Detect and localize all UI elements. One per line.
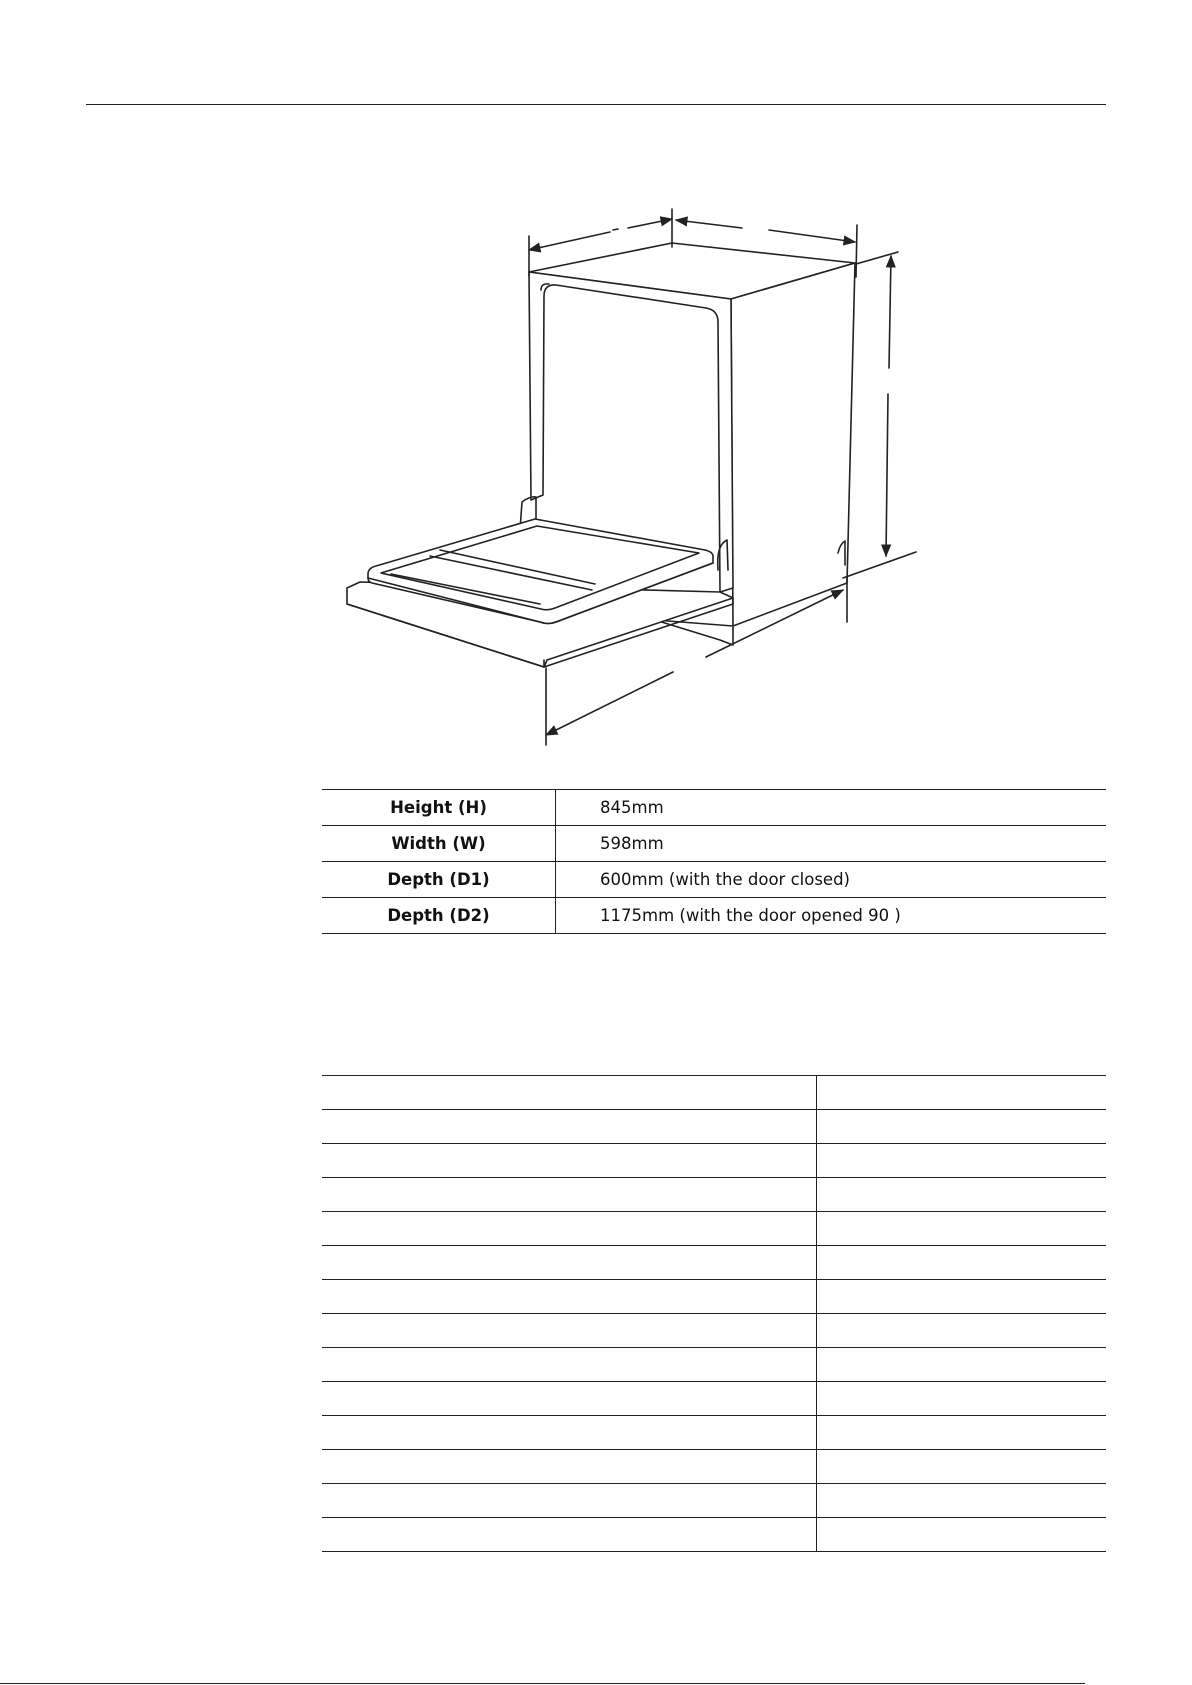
dimension-value: 598mm (556, 826, 1107, 862)
table-row (322, 1518, 1106, 1552)
spec-cell (817, 1416, 1107, 1450)
dimension-label: Depth (D2) (322, 898, 556, 934)
table-row (322, 790, 1106, 826)
spec-cell (322, 1110, 817, 1144)
spec-cell (817, 1518, 1107, 1552)
spec-cell (817, 1246, 1107, 1280)
cabinet-side (731, 263, 855, 626)
spec-cell (322, 1212, 817, 1246)
dimension-label: Width (W) (322, 826, 556, 862)
wall-line (843, 552, 916, 578)
table-row (322, 1314, 1106, 1348)
spec-cell (817, 1450, 1107, 1484)
dimension-value: 600mm (with the door closed) (556, 862, 1107, 898)
table-row (322, 1144, 1106, 1178)
dim-d (546, 672, 673, 735)
table-row (322, 1076, 1106, 1110)
dimensions-table (322, 789, 1106, 934)
spec-cell (322, 1178, 817, 1212)
spec-cell (817, 1314, 1107, 1348)
table-row (322, 898, 1106, 934)
spec-cell (817, 1382, 1107, 1416)
spec-cell (322, 1144, 817, 1178)
table-row (322, 1280, 1106, 1314)
dim-w-left (529, 232, 610, 250)
dishwasher-dimension-diagram (0, 0, 1192, 760)
spec-cell (322, 1382, 817, 1416)
dim-w-right (676, 220, 742, 228)
table-row (322, 1450, 1106, 1484)
spec-cell (322, 1484, 817, 1518)
table-row (322, 1382, 1106, 1416)
spec-cell (817, 1144, 1107, 1178)
table-row (322, 1178, 1106, 1212)
spec-cell (322, 1076, 817, 1110)
table-row (322, 1246, 1106, 1280)
spec-cell (322, 1518, 817, 1552)
specification-table (322, 1075, 1106, 1552)
spec-cell (817, 1076, 1107, 1110)
table-row (322, 826, 1106, 862)
spec-cell (817, 1212, 1107, 1246)
table-row (322, 1348, 1106, 1382)
dimension-label: Depth (D1) (322, 862, 556, 898)
spec-cell (322, 1246, 817, 1280)
table-row (322, 1212, 1106, 1246)
plinth (655, 620, 733, 645)
spec-cell (322, 1314, 817, 1348)
table-row (322, 1484, 1106, 1518)
table-row (322, 862, 1106, 898)
dimension-label: Height (H) (322, 790, 556, 826)
spec-cell (817, 1484, 1107, 1518)
spec-cell (322, 1416, 817, 1450)
spec-cell (817, 1110, 1107, 1144)
table-row (322, 1416, 1106, 1450)
spec-cell (322, 1348, 817, 1382)
footer-rule (0, 1683, 1085, 1684)
spec-cell (817, 1280, 1107, 1314)
spec-cell (322, 1280, 817, 1314)
dimension-value: 1175mm (with the door opened 90 ) (556, 898, 1107, 934)
spec-cell (817, 1348, 1107, 1382)
spec-cell (817, 1178, 1107, 1212)
dim-h (889, 256, 891, 368)
dimension-value: 845mm (556, 790, 1107, 826)
table-row (322, 1110, 1106, 1144)
spec-cell (322, 1450, 817, 1484)
